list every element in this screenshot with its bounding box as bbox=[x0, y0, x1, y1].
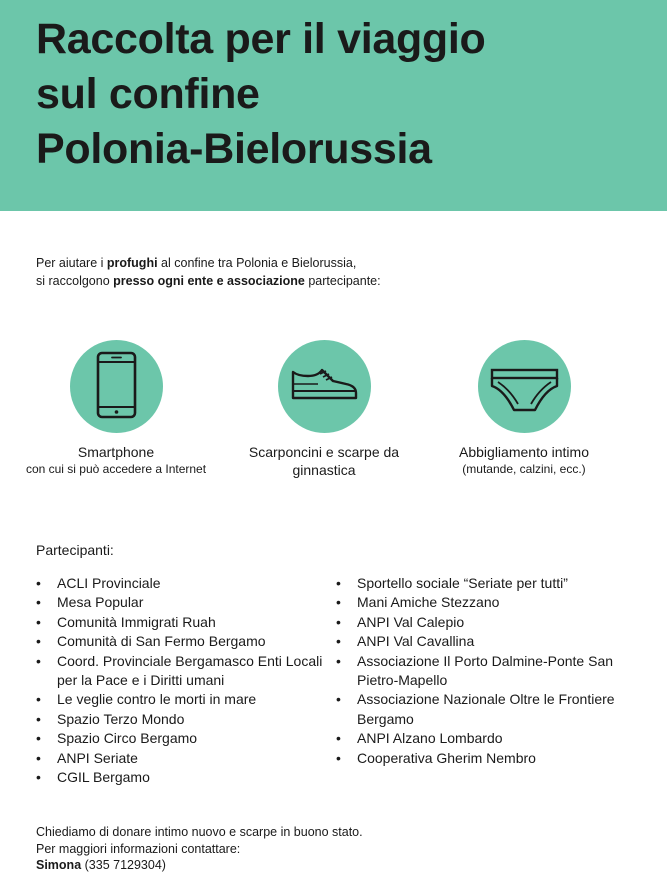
list-item: • Spazio Terzo Mondo bbox=[36, 710, 326, 729]
footer-line-1: Chiediamo di donare intimo nuovo e scarpe in buono stato. bbox=[36, 825, 363, 839]
intro-text-part: Per aiutare i bbox=[36, 256, 107, 270]
list-item: • Comunità di San Fermo Bergamo bbox=[36, 632, 326, 651]
list-item: • Sportello sociale “Seriate per tutti” bbox=[336, 574, 636, 593]
title-line-2: sul confine bbox=[36, 70, 260, 118]
contact-phone: (335 7129304) bbox=[81, 858, 166, 872]
participants-list-right bbox=[336, 574, 636, 768]
list-item: • Cooperativa Gherim Nembro bbox=[336, 749, 636, 768]
intro-text-part: partecipante: bbox=[304, 274, 381, 288]
header-banner bbox=[0, 0, 667, 211]
intro-line-2 bbox=[36, 272, 636, 290]
list-item: • Spazio Circo Bergamo bbox=[36, 729, 326, 748]
list-item: • Associazione Il Porto Dalmine-Ponte San Pietro-Mapello bbox=[336, 652, 636, 691]
participants-label: Partecipanti: bbox=[36, 542, 114, 558]
title-line-3: Polonia-Bielorussia bbox=[36, 125, 432, 173]
list-item: • ACLI Provinciale bbox=[36, 574, 326, 593]
item-subtitle: (mutande, calzini, ecc.) bbox=[462, 462, 586, 476]
contact-name: Simona bbox=[36, 858, 82, 872]
intro-text-part: si raccolgono bbox=[36, 274, 114, 288]
item-subtitle: con cui si può accedere a Internet bbox=[25, 462, 207, 476]
footer-contact bbox=[36, 857, 363, 874]
intro-text bbox=[36, 254, 636, 290]
intro-bold-profughi: profughi bbox=[106, 256, 158, 270]
intro-bold-presso: presso ogni ente e associazione bbox=[113, 274, 305, 288]
list-item: • CGIL Bergamo bbox=[36, 768, 326, 787]
item-shoes bbox=[229, 340, 419, 479]
list-item: • Mesa Popular bbox=[36, 593, 326, 612]
shoe-icon bbox=[278, 340, 371, 433]
list-item: • Le veglie contro le morti in mare bbox=[36, 690, 326, 709]
intro-text-part: al confine tra Polonia e Bielorussia, bbox=[157, 256, 357, 270]
list-item: • Coord. Provinciale Bergamasco Enti Locali per la Pace e i Diritti umani bbox=[36, 652, 326, 691]
title-line-1: Raccolta per il viaggio bbox=[36, 15, 486, 63]
list-item: • ANPI Val Calepio bbox=[336, 613, 636, 632]
intro-line-1 bbox=[36, 254, 636, 272]
item-circle bbox=[478, 340, 571, 433]
item-title: Scarponcini e scarpe da ginnastica bbox=[248, 444, 400, 478]
list-item: • ANPI Val Cavallina bbox=[336, 632, 636, 651]
item-circle bbox=[278, 340, 371, 433]
page-title bbox=[36, 12, 486, 177]
item-smartphone bbox=[21, 340, 211, 478]
smartphone-icon bbox=[70, 340, 163, 433]
list-item: • Associazione Nazionale Oltre le Frontiere Bergamo bbox=[336, 690, 636, 729]
list-item: • Comunità Immigrati Ruah bbox=[36, 613, 326, 632]
footer-info bbox=[36, 824, 363, 874]
item-title: Abbigliamento intimo bbox=[459, 444, 589, 460]
list-item: • Mani Amiche Stezzano bbox=[336, 593, 636, 612]
list-item: • ANPI Alzano Lombardo bbox=[336, 729, 636, 748]
participants-list-left bbox=[36, 574, 326, 787]
underwear-icon bbox=[478, 340, 571, 433]
item-circle bbox=[70, 340, 163, 433]
item-title: Smartphone bbox=[77, 444, 155, 460]
list-item: • ANPI Seriate bbox=[36, 749, 326, 768]
footer-line-2: Per maggiori informazioni contattare: bbox=[36, 841, 241, 856]
item-underwear bbox=[429, 340, 619, 478]
